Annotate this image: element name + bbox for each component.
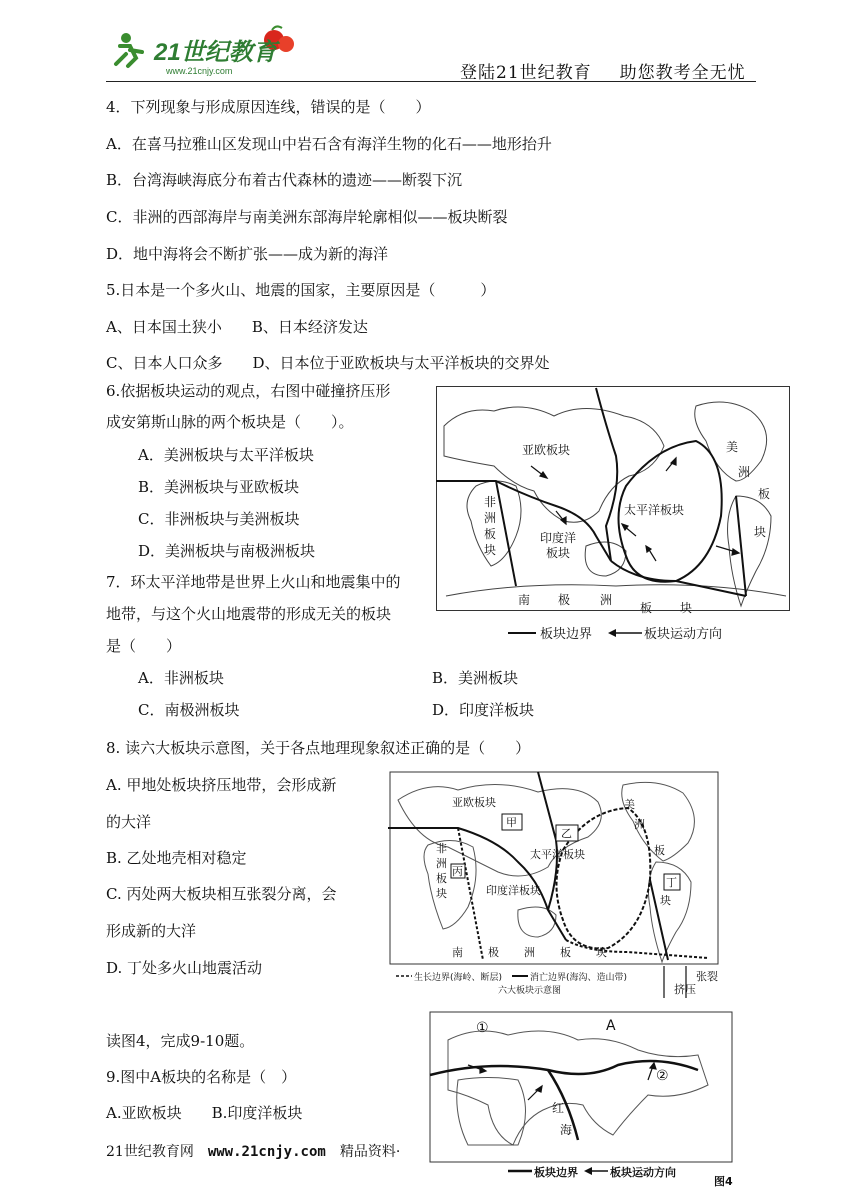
q4-stem: 4．下列现象与形成原因连线，错误的是（ ） (106, 98, 431, 116)
q7-option-b: B．美洲板块 (432, 669, 519, 687)
map3-label-2: ② (656, 1068, 669, 1084)
map3-label-red-1: 红 (552, 1101, 565, 1115)
q9-options-ab: A.亚欧板块 B.印度洋板块 (106, 1104, 303, 1122)
q4-option-c: C．非洲的西部海岸与南美洲东部海岸轮廓相似——板块断裂 (106, 208, 508, 226)
q7-option-c: C．南极洲板块 (138, 701, 240, 719)
map3-label-1: ① (476, 1020, 489, 1036)
map3-label-red-2: 海 (560, 1123, 573, 1137)
q6-option-d: D．美洲板块与南极洲板块 (138, 542, 316, 560)
q4-option-a: A．在喜马拉雅山区发现山中岩石含有海洋生物的化石——地形抬升 (106, 135, 552, 153)
q5-options-ab: A、日本国土狭小 B、日本经济发达 (106, 318, 368, 336)
q8-option-c-line1: C. 丙处两大板块相互张裂分离，会 (106, 885, 337, 903)
q5-stem: 5.日本是一个多火山、地震的国家，主要原因是（ ） (106, 281, 496, 299)
q8-option-a-line2: 的大洋 (106, 813, 152, 831)
map1-label-africa-1: 非 (484, 495, 497, 509)
map2-caption: 六大板块示意图 (498, 986, 562, 996)
map2-label-yi: 乙 (561, 827, 572, 840)
logo-runner-icon (106, 24, 306, 82)
map2-label-america-3: 板 (654, 844, 665, 857)
map3-figure-label: 图4 (714, 1175, 733, 1188)
footer-right: 精品资料· (339, 1144, 401, 1160)
map1-label-indian-1: 印度洋 (540, 531, 577, 545)
q5-options-cd: C、日本人口众多 D、日本位于亚欧板块与太平洋板块的交界处 (106, 354, 550, 372)
map2-label-bing: 丙 (452, 865, 463, 878)
map1-label-pacific: 太平洋板块 (624, 503, 685, 517)
map2-label-eurasia: 亚欧板块 (452, 796, 496, 809)
q8-option-c-line2: 形成新的大洋 (106, 922, 197, 940)
map1-label-america-3: 板 (758, 487, 771, 501)
map1-label-africa-2: 洲 (484, 511, 497, 525)
map2-label-indian: 印度洋板块 (486, 884, 541, 897)
map1-legend-direction: 板块运动方向 (644, 627, 723, 642)
map2-label-america-4: 块 (660, 894, 671, 907)
map1-legend-boundary: 板块边界 (540, 627, 593, 642)
map1-label-antarctic-4: 板 (640, 601, 653, 615)
map2-label-africa-2: 洲 (436, 857, 447, 870)
map2-label-africa-3: 板 (436, 872, 447, 885)
footer-left: 21世纪教育网 (106, 1144, 194, 1160)
q6-option-b: B．美洲板块与亚欧板块 (138, 478, 300, 496)
map3-label-a: A (606, 1018, 616, 1034)
six-plates-map (388, 770, 732, 1002)
q8-option-a-line1: A. 甲地处板块挤压地带，会形成新 (106, 776, 337, 794)
plate-map-q6 (436, 386, 790, 644)
map2-label-america-2: 洲 (634, 818, 645, 831)
slogan-left: 登陆21世纪教育 (460, 63, 592, 83)
q4-option-b: B．台湾海峡海底分布着古代森林的遗迹——断裂下沉 (106, 171, 463, 189)
q9-stem: 9.图中A板块的名称是（ ） (106, 1068, 297, 1086)
map2-label-antarctic-4: 板 (560, 946, 571, 959)
map1-label-indian-2: 板块 (546, 546, 571, 560)
slogan-right: 助您教考全无忧 (619, 63, 746, 83)
q8-stem: 8. 读六大板块示意图，关于各点地理现象叙述正确的是（ ） (106, 739, 531, 757)
map1-label-antarctic-2: 极 (558, 593, 571, 607)
map1-label-africa-3: 板 (484, 527, 497, 541)
map1-label-america-2: 洲 (738, 465, 751, 479)
map2-legend-subduction: 消亡边界(海沟、造山带) (530, 973, 628, 983)
map2-label-africa-1: 非 (436, 842, 447, 855)
q7-option-d: D．印度洋板块 (432, 701, 535, 719)
map2-squeeze: 挤压 (674, 983, 696, 996)
map1-label-antarctic-1: 南 (518, 593, 531, 607)
header-slogan (460, 58, 746, 83)
map3-legend-boundary: 板块边界 (534, 1166, 578, 1179)
map2-label-america-1: 美 (624, 798, 635, 811)
q6-stem-line1: 6.依据板块运动的观点，右图中碰撞挤压形 (106, 382, 391, 400)
q7-option-a: A．非洲板块 (138, 669, 224, 687)
map2-label-ding: 丁 (666, 876, 677, 889)
map1-label-america-1: 美 (726, 440, 739, 454)
map2-label-antarctic-1: 南 (452, 946, 463, 959)
q7-stem-line2: 地带，与这个火山地震带的形成无关的板块 (106, 605, 392, 623)
map2-legend-growth: 生长边界(海岭、断层) (414, 973, 503, 983)
site-logo[interactable] (106, 24, 306, 82)
map2-tension: 张裂 (696, 970, 718, 983)
q6-option-a: A．美洲板块与太平洋板块 (138, 446, 314, 464)
svg-text:www.21cnjy.com: www.21cnjy.com (166, 66, 233, 76)
map1-label-africa-4: 块 (484, 543, 497, 557)
q6-option-c: C．非洲板块与美洲板块 (138, 510, 300, 528)
q8-option-d: D. 丁处多火山地震活动 (106, 959, 263, 977)
map2-label-jia: 甲 (506, 816, 517, 829)
q4-option-d: D．地中海将会不断扩张——成为新的海洋 (106, 245, 389, 263)
map3-legend-arrow-head (584, 1167, 592, 1175)
page-footer (106, 1141, 400, 1161)
q7-stem-line3: 是（ ） (106, 637, 182, 655)
map1-label-antarctic-3: 洲 (600, 593, 613, 607)
q6-stem-line2: 成安第斯山脉的两个板块是（ ）。 (106, 413, 354, 431)
figure-4-map (428, 1010, 734, 1191)
map2-label-antarctic-5: 块 (596, 946, 607, 959)
q8-option-b: B. 乙处地壳相对稳定 (106, 849, 247, 867)
map1-label-america-4: 块 (754, 525, 767, 539)
map2-label-pacific: 太平洋板块 (530, 848, 585, 861)
header-divider (106, 81, 756, 82)
q7-stem-line1: 7．环太平洋地带是世界上火山和地震集中的 (106, 573, 401, 591)
map2-label-antarctic-3: 洲 (524, 946, 535, 959)
map1-label-eurasia: 亚欧板块 (522, 443, 571, 457)
footer-site-link[interactable]: www.21cnjy.com (207, 1144, 326, 1160)
map1-legend-arrow-head (608, 629, 616, 637)
map2-label-antarctic-2: 极 (488, 946, 499, 959)
map3-legend-direction: 板块运动方向 (610, 1166, 676, 1179)
map2-label-africa-4: 块 (436, 887, 447, 900)
map1-label-antarctic-5: 块 (680, 601, 693, 615)
svg-text:21世纪教育: 21世纪教育 (154, 39, 277, 66)
q9-10-intro: 读图4，完成9-10题。 (106, 1032, 255, 1050)
